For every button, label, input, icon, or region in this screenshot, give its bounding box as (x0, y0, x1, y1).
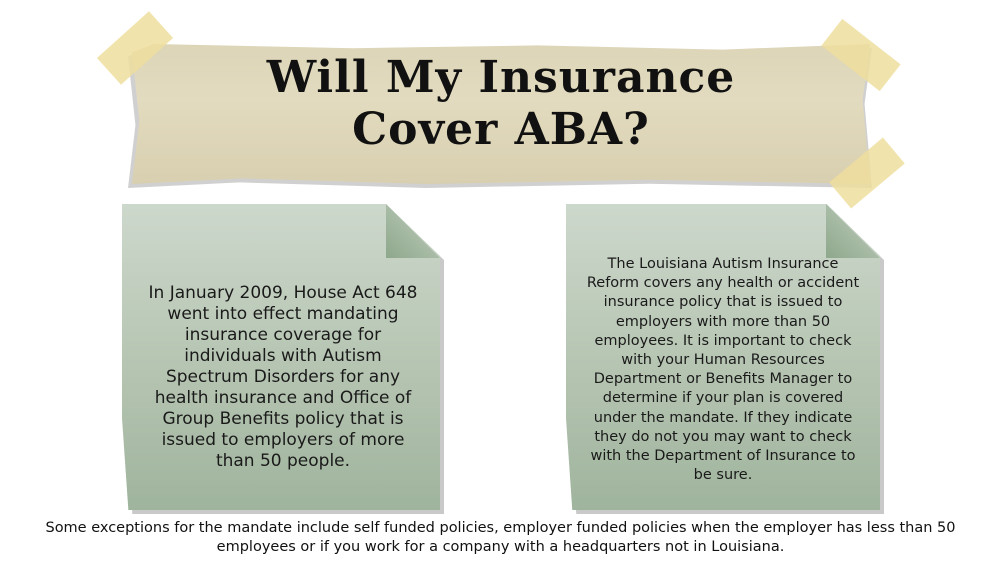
footer-note: Some exceptions for the mandate include self funded policies, employer funded policies when the employer has less than 50 employees or if you work for a company with a headquarters not in Louisiana. (45, 520, 956, 555)
right-note-text: The Louisiana Autism Insurance Reform covers any health or accident insurance policy that is issued to employers with more than 50 employees. It is important to check with your Human Resources Department or Benefits Manager to determine if your plan is covered under the mandate. If they indicate they do not you may want to check with the Department of Insurance to be sure. (586, 256, 860, 484)
title-line-2: Cover ABA? (352, 104, 650, 155)
left-note-fold (386, 204, 440, 258)
title-line-1: Will My Insurance (266, 52, 736, 103)
left-note-text: In January 2009, House Act 648 went into effect mandating insurance coverage for individuals with Autism Spectrum Disorders for any health insurance and Office of Group Benefits policy that is issued to employers of more than 50 people. (148, 283, 418, 471)
page-title (132, 52, 870, 156)
